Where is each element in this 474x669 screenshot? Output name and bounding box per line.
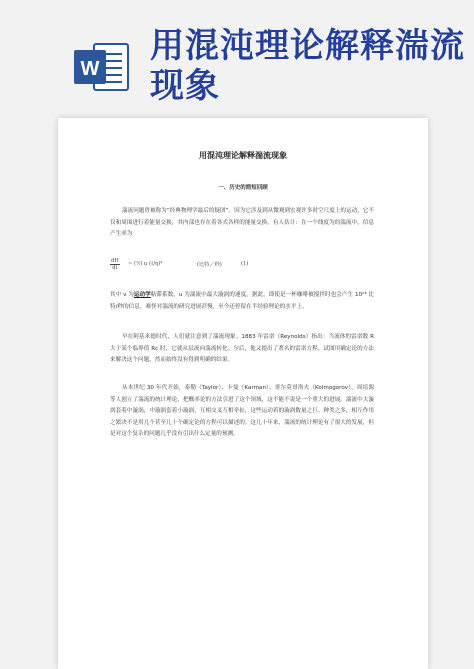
formula-numerator: dH (111, 258, 119, 264)
svg-text:W: W (80, 58, 100, 80)
formula-rhs: ~ (¹⁄ₗ) u (ℓ/η)³ (128, 261, 163, 267)
paragraph-2-end: 粘滞系数，u 为湍流中最大漩涡的速度。据此，即使是一杯咖啡被搅拌时也会产生 10²³ 比特/秒的信息。难怪对湍流的研究进展甚慢，至今还停留在半经验理论的水平上。 (110, 292, 375, 310)
entropy-formula (110, 254, 374, 278)
word-document-icon (72, 38, 130, 96)
kinematics-link[interactable]: 运动学 (133, 292, 151, 298)
document-page (58, 118, 428, 669)
section-heading: 一、历史的简短回顾 (218, 185, 268, 191)
paragraph-1: 湍流问题曾被称为“经典物理学最后的疑团”。因为它涉及到从微观到宏观许多时空尺度上的运动，它不仅和周围进行着能量交换，其内部也存在着各式各样的能量交换。有人估计：在一个线度为的湍流中，信息产生率为 (110, 208, 374, 237)
formula-denominator: dt (112, 265, 118, 271)
formula-fraction (110, 258, 120, 271)
paragraph-2-start: 其中 v 为 (110, 292, 134, 298)
document-title: 用混沌理论解释湍流现象 (199, 151, 287, 160)
banner-title: 用混沌理论解释湍流现象 (150, 26, 465, 106)
equation-number: (1) (241, 261, 249, 267)
paragraph-3: 早在阿基米德时代，人们就注意到了湍流现象。1883 年雷诺（Reynolds）指出：当流体的雷诺数 R 大于某个临界值 Rc 时，它就从层流向湍流转化。尔后，他又提出了著名的雷诺方程，试图用确定论的方法来解决这个问题，然而始终没有得到明确的结果。 (110, 334, 374, 363)
paragraph-2 (110, 290, 374, 313)
formula-units: (比特／秒) (197, 262, 222, 268)
banner (0, 0, 474, 120)
paragraph-4: 从本世纪 30 年代开始，泰勒（Taylor）、卡曼（Karman）、哥尔莫哥洛夫（Kolmogorov），周培源等人创立了湍流的统计理论，把概率论的方法引进了这个领域，这不能不说是一个重大的进展。湍流中大漩涡套着中漩涡，中漩涡套着小漩涡，互相交叉互相牵扯，这些运动着的漩涡数量之巨、种类之多，相互作用之繁决不是用几个甚至几十个确定论的方程可以描述的。这几十年来，湍流的统计理论有了很大的发展，但是对这个复杂的问题几乎没有引出什么定量的预测。 (110, 385, 374, 437)
